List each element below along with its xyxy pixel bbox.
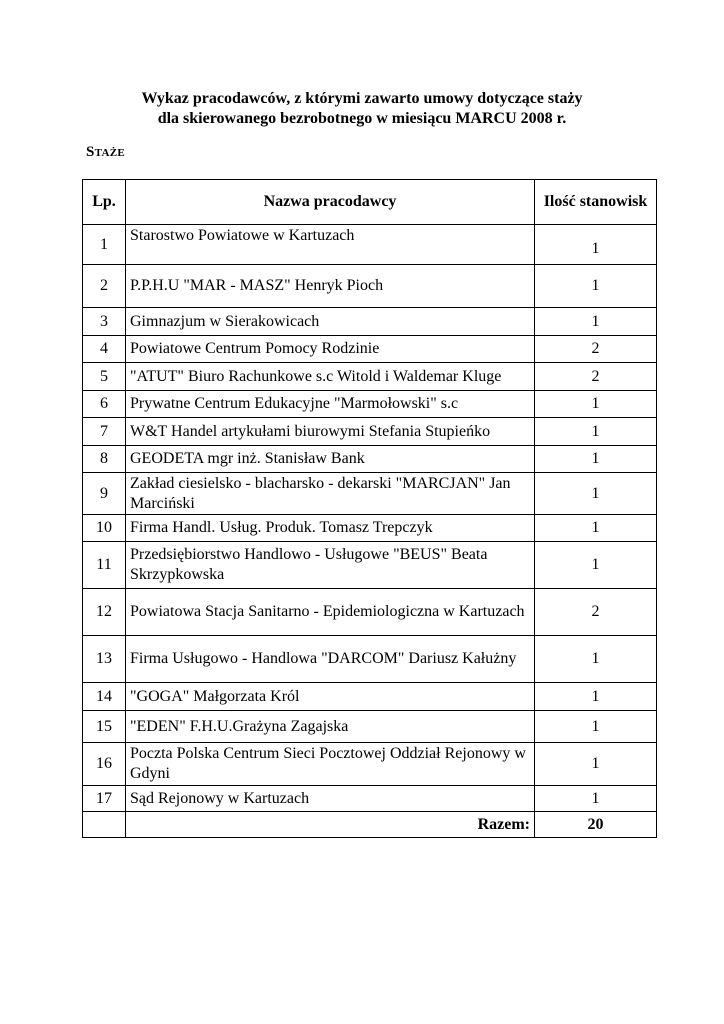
- table-header-row: [83, 180, 657, 225]
- row-lp: 12: [83, 589, 126, 636]
- total-empty-cell: [83, 812, 126, 838]
- row-lp: 7: [83, 418, 126, 446]
- employers-table: [82, 179, 657, 838]
- row-qty: 2: [535, 336, 657, 363]
- table-row: [83, 225, 657, 265]
- row-lp: 13: [83, 636, 126, 683]
- row-qty: 1: [535, 515, 657, 542]
- header-qty: Ilość stanowisk: [535, 180, 657, 225]
- row-name: W&T Handel artykułami biurowymi Stefania Stupieńko: [126, 418, 535, 446]
- row-lp: 4: [83, 336, 126, 363]
- section-label: Staże: [86, 144, 125, 160]
- row-lp: 11: [83, 542, 126, 589]
- row-qty: 1: [535, 308, 657, 336]
- table-row: [83, 636, 657, 683]
- table-row: [83, 308, 657, 336]
- row-qty: 1: [535, 265, 657, 308]
- table-row: [83, 391, 657, 418]
- row-qty: 1: [535, 542, 657, 589]
- row-name: "GOGA" Małgorzata Król: [126, 683, 535, 711]
- row-name: Starostwo Powiatowe w Kartuzach: [126, 225, 535, 265]
- row-qty: 1: [535, 473, 657, 515]
- row-name: Przedsiębiorstwo Handlowo - Usługowe "BEUS" Beata Skrzypkowska: [126, 542, 535, 589]
- table-row: [83, 786, 657, 812]
- row-qty: 1: [535, 743, 657, 786]
- row-name: Poczta Polska Centrum Sieci Pocztowej Oddział Rejonowy w Gdyni: [126, 743, 535, 786]
- row-lp: 16: [83, 743, 126, 786]
- row-qty: 1: [535, 391, 657, 418]
- row-name: Prywatne Centrum Edukacyjne "Marmołowski" s.c: [126, 391, 535, 418]
- row-qty: 1: [535, 636, 657, 683]
- table-row: [83, 446, 657, 473]
- row-lp: 10: [83, 515, 126, 542]
- row-qty: 2: [535, 589, 657, 636]
- row-qty: 1: [535, 683, 657, 711]
- header-lp: Lp.: [83, 180, 126, 225]
- row-lp: 2: [83, 265, 126, 308]
- table-row: [83, 418, 657, 446]
- total-row: [83, 812, 657, 838]
- row-lp: 5: [83, 363, 126, 391]
- row-name: Powiatowe Centrum Pomocy Rodzinie: [126, 336, 535, 363]
- row-lp: 14: [83, 683, 126, 711]
- table-row: [83, 589, 657, 636]
- row-name: Firma Usługowo - Handlowa "DARCOM" Dariusz Kałużny: [126, 636, 535, 683]
- row-qty: 1: [535, 786, 657, 812]
- table-row: [83, 473, 657, 515]
- table-row: [83, 743, 657, 786]
- table-row: [83, 363, 657, 391]
- total-value: 20: [535, 812, 657, 838]
- row-name: GEODETA mgr inż. Stanisław Bank: [126, 446, 535, 473]
- row-lp: 17: [83, 786, 126, 812]
- table-row: [83, 515, 657, 542]
- title-line-2: dla skierowanego bezrobotnego w miesiącu MARCU 2008 r.: [157, 110, 567, 127]
- row-lp: 8: [83, 446, 126, 473]
- row-qty: 1: [535, 225, 657, 265]
- table-row: [83, 336, 657, 363]
- document-title: [0, 89, 724, 129]
- row-name: Sąd Rejonowy w Kartuzach: [126, 786, 535, 812]
- row-name: Powiatowa Stacja Sanitarno - Epidemiologiczna w Kartuzach: [126, 589, 535, 636]
- row-lp: 1: [83, 225, 126, 265]
- row-lp: 15: [83, 711, 126, 743]
- row-name: P.P.H.U "MAR - MASZ" Henryk Pioch: [126, 265, 535, 308]
- table-row: [83, 542, 657, 589]
- title-line-1: Wykaz pracodawców, z którymi zawarto umowy dotyczące staży: [141, 90, 583, 107]
- row-name: Gimnazjum w Sierakowicach: [126, 308, 535, 336]
- row-qty: 2: [535, 363, 657, 391]
- total-label: Razem:: [126, 812, 535, 838]
- row-lp: 3: [83, 308, 126, 336]
- row-qty: 1: [535, 711, 657, 743]
- table-row: [83, 711, 657, 743]
- row-name: Firma Handl. Usług. Produk. Tomasz Trepczyk: [126, 515, 535, 542]
- row-qty: 1: [535, 418, 657, 446]
- row-name: "EDEN" F.H.U.Grażyna Zagajska: [126, 711, 535, 743]
- row-lp: 9: [83, 473, 126, 515]
- header-name: Nazwa pracodawcy: [126, 180, 535, 225]
- table-row: [83, 683, 657, 711]
- row-lp: 6: [83, 391, 126, 418]
- row-qty: 1: [535, 446, 657, 473]
- row-name: "ATUT" Biuro Rachunkowe s.c Witold i Waldemar Kluge: [126, 363, 535, 391]
- table-row: [83, 265, 657, 308]
- row-name: Zakład ciesielsko - blacharsko - dekarski "MARCJAN" Jan Marciński: [126, 473, 535, 515]
